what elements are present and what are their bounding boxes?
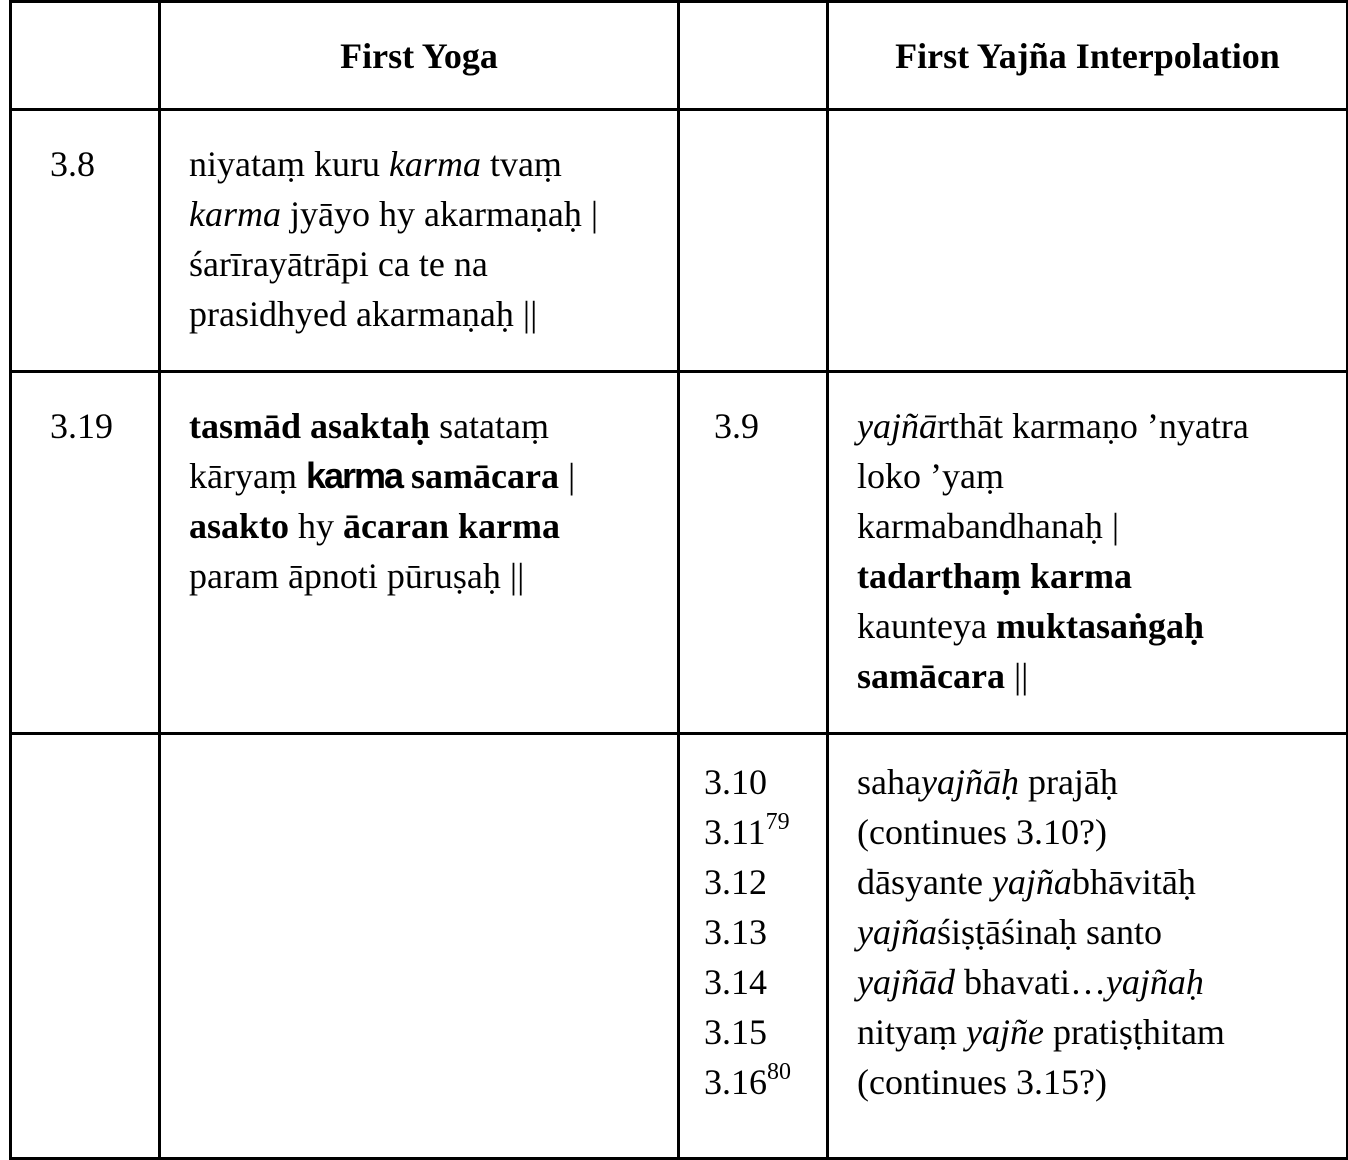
- table-row: [11, 734, 1348, 1159]
- verse-text: [160, 372, 679, 734]
- verse-line: dāsyante yajñabhāvitāḥ: [857, 862, 1196, 902]
- empty-cell: [828, 110, 1348, 372]
- verse-number-list: [679, 734, 828, 1159]
- verse-line: śarīrayātrāpi ca te na: [189, 244, 488, 284]
- verse-line: (continues 3.15?): [857, 1062, 1107, 1102]
- verse-line: tadarthaṃ karma: [857, 556, 1132, 596]
- verse-line: kaunteya muktasaṅgaḥ: [857, 606, 1205, 646]
- header-first-yajna-interpolation: First Yajña Interpolation: [828, 2, 1348, 110]
- footnote-ref: 79: [765, 809, 790, 835]
- verse-line: kāryaṃ karma samācara |: [189, 455, 576, 496]
- verse-number: 3.13: [704, 912, 767, 952]
- verse-number: 3.19: [11, 372, 160, 734]
- verse-line: karmabandhanaḥ |: [857, 506, 1120, 546]
- verse-number: 3.14: [704, 962, 767, 1002]
- empty-cell: [11, 734, 160, 1159]
- table-row: [11, 110, 1348, 372]
- verse-line: (continues 3.10?): [857, 812, 1107, 852]
- verse-line: loko ’yaṃ: [857, 456, 1004, 496]
- verse-line: sahayajñāḥ prajāḥ: [857, 762, 1118, 802]
- verse-number: 3.12: [704, 862, 767, 902]
- verse-number: 3.15: [704, 1012, 767, 1052]
- verse-line: yajñaśiṣṭāśinaḥ santo: [857, 912, 1162, 952]
- table-row: [11, 372, 1348, 734]
- verse-line: samācara ||: [857, 656, 1029, 696]
- verse-line: karma jyāyo hy akarmaṇaḥ |: [189, 194, 599, 234]
- verse-line: asakto hy ācaran karma: [189, 506, 560, 546]
- verse-number: 3.16$^{80}$: [704, 1059, 791, 1102]
- verse-comparison-table: [9, 0, 1348, 1160]
- empty-cell: [160, 734, 679, 1159]
- verse-line: yajñād bhavati…yajñaḥ: [857, 962, 1204, 1002]
- verse-line: niyataṃ kuru karma tvaṃ: [189, 144, 562, 184]
- header-empty-1: [11, 2, 160, 110]
- verse-number: 3.9: [679, 372, 828, 734]
- verse-number: 3.10: [704, 762, 767, 802]
- header-empty-2: [679, 2, 828, 110]
- footnote-ref: 80: [767, 1059, 791, 1085]
- verse-number: 3.11$^{79}$: [704, 809, 790, 852]
- header-first-yoga: First Yoga: [160, 2, 679, 110]
- header-row: [11, 2, 1348, 110]
- verse-line: prasidhyed akarmaṇaḥ ||: [189, 294, 538, 334]
- verse-line: nityaṃ yajñe pratiṣṭhitam: [857, 1012, 1225, 1052]
- verse-line: yajñārthāt karmaṇo ’nyatra: [857, 406, 1249, 446]
- verse-text: [160, 110, 679, 372]
- verse-number: 3.8: [11, 110, 160, 372]
- empty-cell: [679, 110, 828, 372]
- verse-text-list: [828, 734, 1348, 1159]
- verse-text: [828, 372, 1348, 734]
- verse-line: param āpnoti pūruṣaḥ ||: [189, 556, 525, 596]
- verse-line: tasmād asaktaḥ satataṃ: [189, 406, 550, 446]
